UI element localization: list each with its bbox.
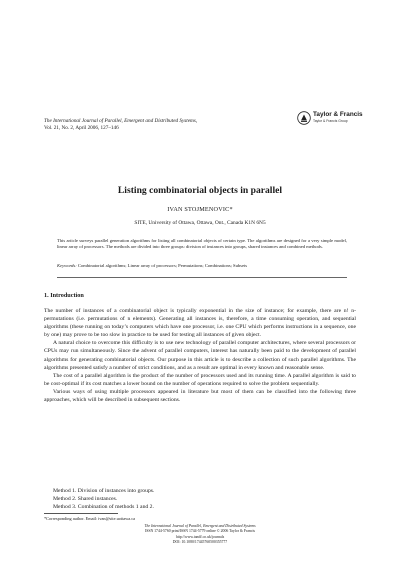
paragraph: Various ways of using multiple processors appeared in literature but most of them can be classified into the following three approaches, which will be described in subsequent sections. [44, 388, 356, 404]
publisher-group: Taylor & Francis Group [313, 119, 348, 123]
keywords-label: Keywords: [57, 263, 77, 268]
footnote-divider [44, 513, 118, 514]
footer-journal: The International Journal of Parallel, Emergent and Distributed Systems [144, 524, 256, 528]
journal-header [44, 118, 244, 132]
footer-url: http://www.tandf.co.uk/journals [175, 534, 225, 539]
footer-issn: ISSN 1744-5760 print/ISSN 1744-5779 online © 2006 Taylor & Francis [144, 529, 256, 534]
abstract: This article surveys parallel generation algorithms for listing all combinatorial objects of certain type. The algorithms are designed for a very simple model, linear array of processors. The methods are divided into three groups: division of instances into groups, shared instances and combined methods. [57, 238, 347, 250]
page-footer [0, 524, 400, 545]
list-item: Method 3. Combination of methods 1 and 2. [53, 504, 154, 511]
publisher-block [297, 110, 367, 130]
keywords-list: Combinatorial algorithms; Linear array of processors; Permutations; Combinations; Subsets [77, 263, 248, 268]
paragraph: The number of instances of a combinatorial object is typically exponential in the size of instance; for example, there are n! n-permutations (i.e. permutations of n elements). Generating all instances is, therefore, a time consuming operation, and sequential algorithms (these running on today’s computers which have one processor, i.e. one CPU which performs instructions in a sequence, one by one) may prove to be too slow in practice to be used for testing all instances of given object. [44, 308, 356, 339]
footnote: *Corresponding author. Email: ivan@site.uottawa.ca [44, 516, 136, 521]
publisher-name: Taylor & Francis [313, 111, 363, 118]
article-author: IVAN STOJMENOVIC* [167, 206, 233, 213]
journal-name: The International Journal of Parallel, Emergent and Distributed Systems, [44, 118, 198, 124]
list-item: Method 1. Division of instances into groups. [53, 488, 155, 494]
keywords [57, 263, 347, 269]
paragraph: A natural choice to overcome this difficulty is to use new technology of parallel computer architectures, where several processors or CPUs may run simultaneously. Since the advent of parallel computers, interest has naturally been paid to the development of parallel algorithms for generating combinatorial objects. Our purpose in this article is to describe a collection of such parallel algorithms. The algorithms presented satisfy a number of strict conditions, and as a result are optimal in every known and reasonable sense. [44, 340, 356, 371]
author-affiliation: SITE, University of Ottawa, Ottawa, Ont., Canada K1N 6N5 [134, 220, 266, 226]
methods-list [53, 487, 154, 511]
footer-doi: DOI: 10.1080/17445760500355777 [172, 539, 228, 544]
list-item: Method 2. Shared instances. [53, 496, 118, 503]
abstract-divider [57, 277, 347, 278]
article-title: Listing combinatorial objects in parallel [117, 185, 283, 196]
section-body [44, 307, 356, 404]
journal-volume: Vol. 21, No. 2, April 2006, 127–146 [44, 125, 119, 131]
section-heading: 1. Introduction [44, 292, 84, 299]
tf-logo-icon [297, 111, 311, 125]
paragraph: The cost of a parallel algorithm is the product of the number of processors used and its running time. A parallel algorithm is said to be cost-optimal if its cost matches a lower bound on the number of operations required to solve the problem sequentially. [44, 372, 356, 387]
